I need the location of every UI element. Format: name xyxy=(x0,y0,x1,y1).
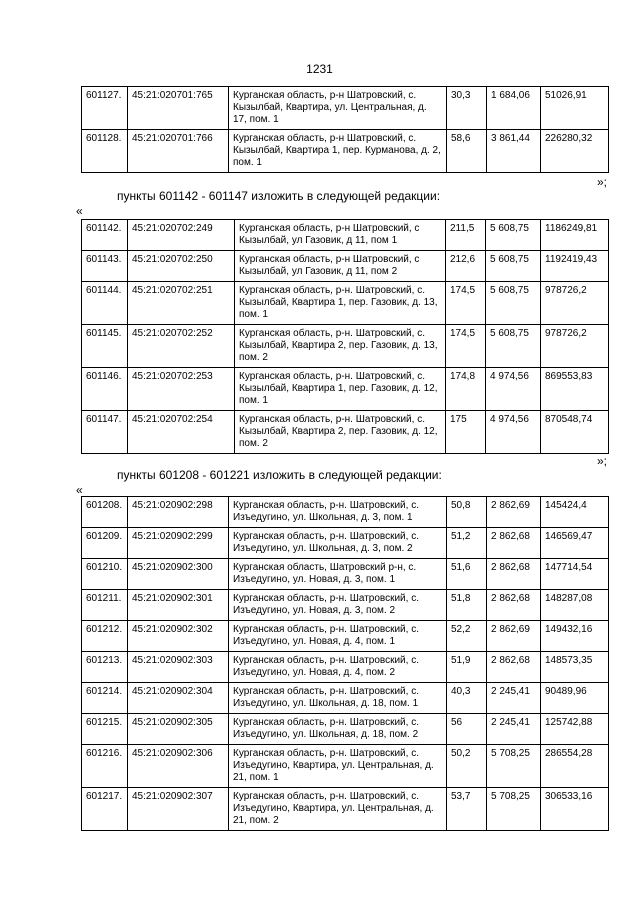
opening-quote-mark: « xyxy=(76,204,83,218)
table-row xyxy=(82,528,609,559)
address-cell: Курганская область, р-н. Шатровский, с. Изъедугино, ул. Школьная, д. 18, пом. 1 xyxy=(229,683,447,714)
cadastral-rate-cell: 2 862,68 xyxy=(487,528,541,559)
cadastral-value-cell: 978726,2 xyxy=(541,325,609,368)
row-number-cell: 601147. xyxy=(82,411,128,454)
cadastral-number-cell: 45:21:020702:249 xyxy=(128,220,235,251)
cadastral-value-cell: 90489,96 xyxy=(541,683,609,714)
area-cell: 174,5 xyxy=(446,282,486,325)
area-cell: 212,6 xyxy=(446,251,486,282)
area-cell: 51,8 xyxy=(447,590,487,621)
cadastral-value-cell: 869553,83 xyxy=(541,368,609,411)
cadastral-rate-cell: 2 245,41 xyxy=(487,714,541,745)
cadastral-number-cell: 45:21:020701:766 xyxy=(128,130,229,173)
table-row xyxy=(82,559,609,590)
address-cell: Курганская область, р-н. Шатровский, с. Кызылбай, Квартира 2, пер. Газовик, д. 13, пом. 2 xyxy=(235,325,446,368)
area-cell: 175 xyxy=(446,411,486,454)
registry-table-1 xyxy=(81,86,609,173)
opening-quote-mark: « xyxy=(76,483,83,497)
amendment-instruction: пункты 601142 - 601147 изложить в следующей редакции: xyxy=(117,189,441,203)
address-cell: Курганская область, Шатровский р-н, с. Изъедугино, ул. Новая, д. 3, пом. 1 xyxy=(229,559,447,590)
cadastral-rate-cell: 5 708,25 xyxy=(487,745,541,788)
table-row xyxy=(82,683,609,714)
address-cell: Курганская область, р-н. Шатровский, с. Изъедугино, Квартира, ул. Центральная, д. 21, пом. 2 xyxy=(229,788,447,831)
cadastral-rate-cell: 1 684,06 xyxy=(487,87,541,130)
cadastral-rate-cell: 2 862,68 xyxy=(487,559,541,590)
cadastral-number-cell: 45:21:020902:306 xyxy=(128,745,229,788)
area-cell: 50,8 xyxy=(447,497,487,528)
cadastral-rate-cell: 3 861,44 xyxy=(487,130,541,173)
cadastral-rate-cell: 2 862,68 xyxy=(487,590,541,621)
amendment-instruction: пункты 601208 - 601221 изложить в следующей редакции: xyxy=(117,468,442,482)
cadastral-rate-cell: 5 608,75 xyxy=(486,251,541,282)
cadastral-rate-cell: 4 974,56 xyxy=(486,411,541,454)
row-number-cell: 601214. xyxy=(82,683,128,714)
address-cell: Курганская область, р-н. Шатровский, с. Изъедугино, Квартира, ул. Центральная, д. 21, пом. 1 xyxy=(229,745,447,788)
area-cell: 174,5 xyxy=(446,325,486,368)
cadastral-value-cell: 306533,16 xyxy=(541,788,609,831)
row-number-cell: 601209. xyxy=(82,528,128,559)
row-number-cell: 601144. xyxy=(82,282,128,325)
cadastral-value-cell: 148287,08 xyxy=(541,590,609,621)
cadastral-value-cell: 147714,54 xyxy=(541,559,609,590)
row-number-cell: 601212. xyxy=(82,621,128,652)
cadastral-value-cell: 978726,2 xyxy=(541,282,609,325)
address-cell: Курганская область, р-н Шатровский, с. Кызылбай, Квартира, ул. Центральная, д. 17, пом. 1 xyxy=(229,87,447,130)
row-number-cell: 601208. xyxy=(82,497,128,528)
cadastral-rate-cell: 5 708,25 xyxy=(487,788,541,831)
row-number-cell: 601210. xyxy=(82,559,128,590)
address-cell: Курганская область, р-н. Шатровский, с. Изъедугино, ул. Новая, д. 4, пом. 2 xyxy=(229,652,447,683)
cadastral-rate-cell: 4 974,56 xyxy=(486,368,541,411)
cadastral-number-cell: 45:21:020702:252 xyxy=(128,325,235,368)
cadastral-rate-cell: 2 862,69 xyxy=(487,621,541,652)
address-cell: Курганская область, р-н. Шатровский, с. Изъедугино, ул. Школьная, д. 3, пом. 1 xyxy=(229,497,447,528)
row-number-cell: 601143. xyxy=(82,251,128,282)
area-cell: 52,2 xyxy=(447,621,487,652)
cadastral-value-cell: 125742,88 xyxy=(541,714,609,745)
area-cell: 211,5 xyxy=(446,220,486,251)
table-row xyxy=(82,621,609,652)
row-number-cell: 601145. xyxy=(82,325,128,368)
cadastral-number-cell: 45:21:020902:298 xyxy=(128,497,229,528)
table-row xyxy=(82,652,609,683)
cadastral-value-cell: 51026,91 xyxy=(541,87,609,130)
page-number: 1231 xyxy=(306,62,333,76)
cadastral-value-cell: 148573,35 xyxy=(541,652,609,683)
cadastral-rate-cell: 2 862,68 xyxy=(487,652,541,683)
address-cell: Курганская область, р-н. Шатровский, с. Кызылбай, Квартира 1, пер. Газовик, д. 12, пом. 1 xyxy=(235,368,446,411)
table-row xyxy=(82,497,609,528)
cadastral-rate-cell: 5 608,75 xyxy=(486,220,541,251)
cadastral-number-cell: 45:21:020702:251 xyxy=(128,282,235,325)
cadastral-number-cell: 45:21:020902:303 xyxy=(128,652,229,683)
table-row xyxy=(82,282,609,325)
area-cell: 56 xyxy=(447,714,487,745)
registry-table-2 xyxy=(81,219,609,454)
row-number-cell: 601216. xyxy=(82,745,128,788)
cadastral-value-cell: 145424,4 xyxy=(541,497,609,528)
cadastral-value-cell: 286554,28 xyxy=(541,745,609,788)
cadastral-number-cell: 45:21:020902:302 xyxy=(128,621,229,652)
address-cell: Курганская область, р-н. Шатровский, с. Кызылбай, Квартира 1, пер. Газовик, д. 13, пом. 1 xyxy=(235,282,446,325)
table-row xyxy=(82,590,609,621)
area-cell: 51,6 xyxy=(447,559,487,590)
table-row xyxy=(82,788,609,831)
cadastral-number-cell: 45:21:020701:765 xyxy=(128,87,229,130)
area-cell: 51,9 xyxy=(447,652,487,683)
cadastral-rate-cell: 2 862,69 xyxy=(487,497,541,528)
row-number-cell: 601127. xyxy=(82,87,128,130)
table-row xyxy=(82,87,609,130)
cadastral-number-cell: 45:21:020902:300 xyxy=(128,559,229,590)
area-cell: 40,3 xyxy=(447,683,487,714)
closing-quote-mark: »; xyxy=(596,454,607,468)
address-cell: Курганская область, р-н Шатровский, с. Кызылбай, Квартира 1, пер. Курманова, д. 2, пом. 1 xyxy=(229,130,447,173)
table-row xyxy=(82,325,609,368)
cadastral-number-cell: 45:21:020902:301 xyxy=(128,590,229,621)
table-row xyxy=(82,130,609,173)
cadastral-value-cell: 870548,74 xyxy=(541,411,609,454)
cadastral-number-cell: 45:21:020902:304 xyxy=(128,683,229,714)
closing-quote-mark: »; xyxy=(596,175,607,189)
cadastral-number-cell: 45:21:020702:253 xyxy=(128,368,235,411)
row-number-cell: 601128. xyxy=(82,130,128,173)
address-cell: Курганская область, р-н. Шатровский, с. Изъедугино, ул. Школьная, д. 3, пом. 2 xyxy=(229,528,447,559)
cadastral-number-cell: 45:21:020902:305 xyxy=(128,714,229,745)
row-number-cell: 601211. xyxy=(82,590,128,621)
cadastral-number-cell: 45:21:020702:250 xyxy=(128,251,235,282)
row-number-cell: 601213. xyxy=(82,652,128,683)
table-row xyxy=(82,368,609,411)
cadastral-number-cell: 45:21:020902:299 xyxy=(128,528,229,559)
table-row xyxy=(82,220,609,251)
area-cell: 174,8 xyxy=(446,368,486,411)
address-cell: Курганская область, р-н. Шатровский, с. Изъедугино, ул. Новая, д. 4, пом. 1 xyxy=(229,621,447,652)
row-number-cell: 601142. xyxy=(82,220,128,251)
area-cell: 50,2 xyxy=(447,745,487,788)
cadastral-rate-cell: 5 608,75 xyxy=(486,325,541,368)
row-number-cell: 601217. xyxy=(82,788,128,831)
cadastral-number-cell: 45:21:020902:307 xyxy=(128,788,229,831)
cadastral-value-cell: 149432,16 xyxy=(541,621,609,652)
cadastral-rate-cell: 2 245,41 xyxy=(487,683,541,714)
row-number-cell: 601146. xyxy=(82,368,128,411)
area-cell: 53,7 xyxy=(447,788,487,831)
table-row xyxy=(82,745,609,788)
row-number-cell: 601215. xyxy=(82,714,128,745)
address-cell: Курганская область, р-н. Шатровский, с. Кызылбай, Квартира 2, пер. Газовик, д. 12, пом. 2 xyxy=(235,411,446,454)
cadastral-value-cell: 1192419,43 xyxy=(541,251,609,282)
table-row xyxy=(82,411,609,454)
address-cell: Курганская область, р-н. Шатровский, с. Изъедугино, ул. Школьная, д. 18, пом. 2 xyxy=(229,714,447,745)
cadastral-rate-cell: 5 608,75 xyxy=(486,282,541,325)
address-cell: Курганская область, р-н Шатровский, с Кызылбай, ул Газовик, д 11, пом 2 xyxy=(235,251,446,282)
area-cell: 58,6 xyxy=(447,130,487,173)
cadastral-value-cell: 146569,47 xyxy=(541,528,609,559)
table-row xyxy=(82,251,609,282)
address-cell: Курганская область, р-н. Шатровский, с. Изъедугино, ул. Новая, д. 3, пом. 2 xyxy=(229,590,447,621)
cadastral-number-cell: 45:21:020702:254 xyxy=(128,411,235,454)
area-cell: 51,2 xyxy=(447,528,487,559)
address-cell: Курганская область, р-н Шатровский, с Кызылбай, ул Газовик, д 11, пом 1 xyxy=(235,220,446,251)
area-cell: 30,3 xyxy=(447,87,487,130)
cadastral-value-cell: 226280,32 xyxy=(541,130,609,173)
table-row xyxy=(82,714,609,745)
registry-table-3 xyxy=(81,496,609,831)
cadastral-value-cell: 1186249,81 xyxy=(541,220,609,251)
